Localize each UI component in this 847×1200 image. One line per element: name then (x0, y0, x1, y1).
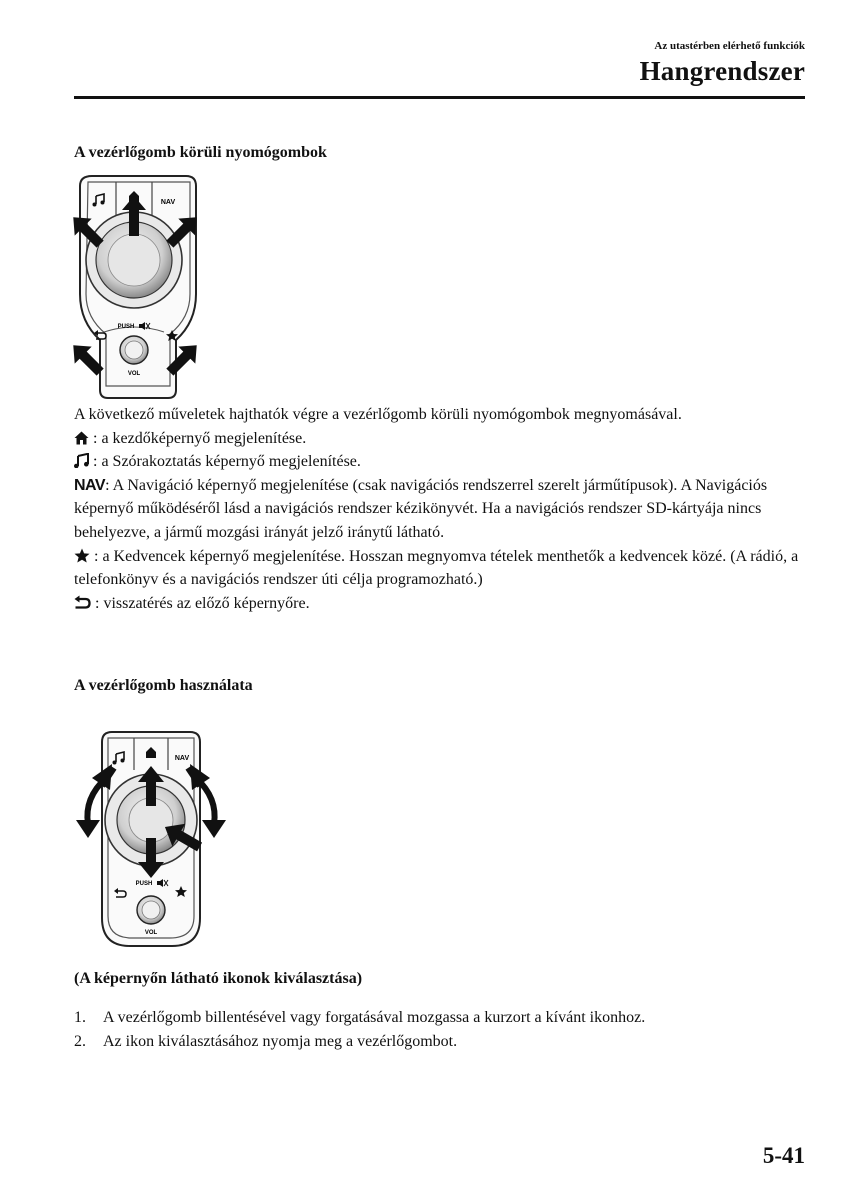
push-label: PUSH (117, 324, 135, 330)
section-label: Az utastérben elérhető funkciók (654, 40, 805, 52)
nav-label: NAV (174, 755, 190, 762)
vol-label: VOL (144, 930, 158, 936)
vol-label: VOL (127, 371, 141, 377)
item-back: : visszatérés az előző képernyőre. (74, 592, 814, 616)
home-icon (74, 431, 89, 445)
item-nav: NAV: A Navigáció képernyő megjelenítése (csak navigációs rendszerrel szerelt járműtípusok). A Navigációs képernyő működéséről lásd a navigációs rendszer kézikönyvét. Ha a navigációs rendszer SD-kártyája nincs behelyezve, a jármű mozgási irányát jelző iránytű látható. (74, 476, 768, 541)
buttons-intro: A következő műveletek hajthatók végre a vezérlőgomb körüli nyomógombok megnyomásával. (74, 406, 682, 423)
nav-label: NAV (74, 476, 106, 494)
steps-list (74, 1006, 645, 1054)
commander-switch-buttons-figure (64, 172, 214, 404)
push-label: PUSH (135, 881, 153, 887)
section-heading-buttons: A vezérlőgomb körüli nyomógombok (74, 144, 327, 161)
buttons-description (74, 403, 814, 615)
item-favorite: : a Kedvencek képernyő megjelenítése. Hosszan megnyomva tételek menthetők a kedvencek közé. (A rádió, a telefonkönyv és a navigációs rendszer úti célja programozható.) (74, 547, 799, 589)
back-icon (74, 595, 91, 610)
star-icon (74, 548, 90, 563)
subsection-heading-select-icons: (A képernyőn látható ikonok kiválasztása) (74, 970, 363, 987)
item-home: : a kezdőképernyő megjelenítése. (74, 427, 814, 451)
header-rule (74, 96, 805, 99)
music-icon (74, 453, 89, 468)
item-music: : a Szórakoztatás képernyő megjelenítése. (74, 450, 814, 474)
page-title: Hangrendszer (639, 56, 805, 86)
list-item: 1. A vezérlőgomb billentésével vagy forgatásával mozgassa a kurzort a kívánt ikonhoz. (74, 1009, 646, 1026)
list-item: 2. Az ikon kiválasztásához nyomja meg a vezérlőgombot. (74, 1033, 458, 1050)
nav-label: NAV (160, 199, 176, 206)
section-heading-usage: A vezérlőgomb használata (74, 677, 253, 694)
commander-knob-usage-figure (66, 728, 230, 960)
page-number: 5-41 (762, 1143, 805, 1168)
